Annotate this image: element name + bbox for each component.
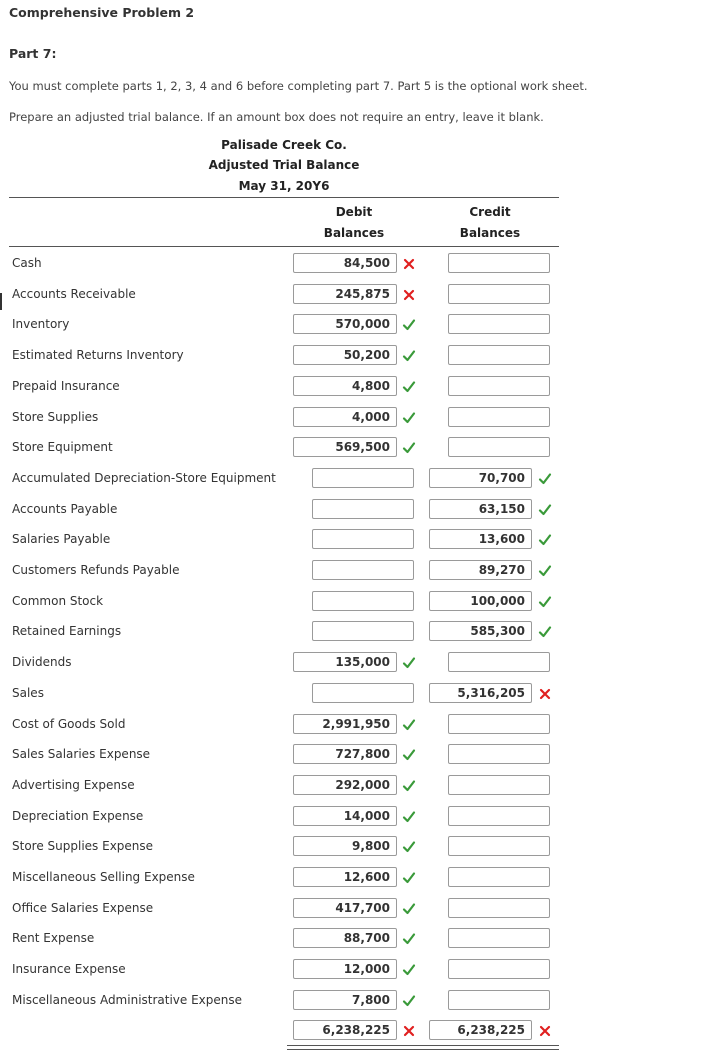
account-name: Accounts Payable: [12, 502, 118, 516]
debit-amount-input[interactable]: [293, 714, 397, 734]
correct-check-icon: [402, 993, 416, 1007]
credit-amount-input[interactable]: [429, 621, 532, 641]
account-name: Sales Salaries Expense: [12, 747, 151, 761]
account-name: Estimated Returns Inventory: [12, 348, 184, 362]
credit-amount-input[interactable]: [448, 775, 550, 795]
totals-double-rule: [287, 1045, 559, 1050]
company-name: Palisade Creek Co.: [221, 138, 347, 152]
account-name: Insurance Expense: [12, 962, 126, 976]
correct-check-icon: [402, 717, 416, 731]
part-heading: Part 7:: [9, 46, 57, 61]
correct-check-icon: [402, 655, 416, 669]
credit-amount-input[interactable]: [429, 591, 532, 611]
credit-amount-input[interactable]: [448, 376, 550, 396]
total-debit-input[interactable]: [293, 1020, 397, 1040]
account-name: Inventory: [12, 317, 70, 331]
correct-check-icon: [402, 931, 416, 945]
account-name: Cash: [12, 256, 42, 270]
account-name: Prepaid Insurance: [12, 379, 120, 393]
credit-amount-input[interactable]: [448, 714, 550, 734]
incorrect-x-icon: [402, 1023, 416, 1037]
correct-check-icon: [402, 809, 416, 823]
credit-amount-input[interactable]: [429, 499, 532, 519]
credit-amount-input[interactable]: [429, 560, 532, 580]
header-bottom-rule: [9, 246, 559, 247]
credit-amount-input[interactable]: [448, 928, 550, 948]
debit-amount-input[interactable]: [293, 806, 397, 826]
debit-amount-input[interactable]: [312, 560, 414, 580]
debit-amount-input[interactable]: [293, 898, 397, 918]
incorrect-x-icon: [402, 287, 416, 301]
instruction-task: Prepare an adjusted trial balance. If an amount box does not require an entry, leave it blank.: [9, 110, 544, 124]
correct-check-icon: [402, 410, 416, 424]
debit-amount-input[interactable]: [312, 683, 414, 703]
debit-amount-input[interactable]: [293, 775, 397, 795]
credit-column-subheader: Balances: [459, 226, 521, 240]
credit-amount-input[interactable]: [448, 867, 550, 887]
debit-amount-input[interactable]: [293, 652, 397, 672]
credit-column-header: Credit: [469, 205, 511, 219]
correct-check-icon: [402, 839, 416, 853]
statement-date: May 31, 20Y6: [238, 179, 330, 193]
debit-amount-input[interactable]: [293, 744, 397, 764]
account-name: Store Supplies: [12, 410, 99, 424]
debit-amount-input[interactable]: [312, 529, 414, 549]
credit-amount-input[interactable]: [429, 529, 532, 549]
debit-amount-input[interactable]: [293, 345, 397, 365]
debit-amount-input[interactable]: [312, 621, 414, 641]
debit-amount-input[interactable]: [293, 867, 397, 887]
credit-amount-input[interactable]: [448, 407, 550, 427]
account-name: Sales: [12, 686, 44, 700]
account-name: Accumulated Depreciation-Store Equipment: [12, 471, 276, 485]
incorrect-x-icon: [402, 256, 416, 270]
account-name: Retained Earnings: [12, 624, 122, 638]
correct-check-icon: [402, 379, 416, 393]
correct-check-icon: [538, 532, 552, 546]
left-edge-marker: [0, 293, 2, 310]
debit-amount-input[interactable]: [293, 314, 397, 334]
correct-check-icon: [402, 747, 416, 761]
credit-amount-input[interactable]: [429, 683, 532, 703]
account-name: Store Supplies Expense: [12, 839, 154, 853]
credit-amount-input[interactable]: [448, 898, 550, 918]
credit-amount-input[interactable]: [448, 990, 550, 1010]
account-name: Miscellaneous Selling Expense: [12, 870, 195, 884]
debit-amount-input[interactable]: [293, 407, 397, 427]
credit-amount-input[interactable]: [448, 253, 550, 273]
correct-check-icon: [402, 317, 416, 331]
correct-check-icon: [538, 563, 552, 577]
account-name: Miscellaneous Administrative Expense: [12, 993, 243, 1007]
correct-check-icon: [402, 901, 416, 915]
instruction-prerequisite: You must complete parts 1, 2, 3, 4 and 6 before completing part 7. Part 5 is the optional work sheet.: [9, 79, 588, 93]
correct-check-icon: [538, 594, 552, 608]
debit-amount-input[interactable]: [293, 959, 397, 979]
correct-check-icon: [402, 870, 416, 884]
debit-amount-input[interactable]: [293, 990, 397, 1010]
account-name: Dividends: [12, 655, 72, 669]
account-name: Customers Refunds Payable: [12, 563, 180, 577]
credit-amount-input[interactable]: [448, 437, 550, 457]
credit-amount-input[interactable]: [448, 836, 550, 856]
account-name: Accounts Receivable: [12, 287, 136, 301]
correct-check-icon: [538, 624, 552, 638]
credit-amount-input[interactable]: [448, 744, 550, 764]
debit-amount-input[interactable]: [293, 836, 397, 856]
problem-title: Comprehensive Problem 2: [9, 5, 195, 20]
account-name: Common Stock: [12, 594, 104, 608]
correct-check-icon: [402, 962, 416, 976]
debit-amount-input[interactable]: [293, 376, 397, 396]
debit-amount-input[interactable]: [312, 591, 414, 611]
account-name: Cost of Goods Sold: [12, 717, 126, 731]
credit-amount-input[interactable]: [448, 314, 550, 334]
account-name: Store Equipment: [12, 440, 113, 454]
debit-amount-input[interactable]: [293, 253, 397, 273]
incorrect-x-icon: [538, 686, 552, 700]
account-name: Advertising Expense: [12, 778, 135, 792]
credit-amount-input[interactable]: [448, 806, 550, 826]
account-name: Office Salaries Expense: [12, 901, 154, 915]
header-top-rule: [9, 197, 559, 198]
credit-amount-input[interactable]: [448, 959, 550, 979]
debit-amount-input[interactable]: [293, 284, 397, 304]
credit-amount-input[interactable]: [429, 468, 532, 488]
debit-amount-input[interactable]: [293, 437, 397, 457]
debit-amount-input[interactable]: [312, 468, 414, 488]
incorrect-x-icon: [538, 1023, 552, 1037]
correct-check-icon: [402, 348, 416, 362]
account-name: Depreciation Expense: [12, 809, 144, 823]
total-credit-input[interactable]: [429, 1020, 532, 1040]
debit-column-header: Debit: [335, 205, 373, 219]
statement-name: Adjusted Trial Balance: [208, 158, 360, 172]
correct-check-icon: [538, 471, 552, 485]
debit-amount-input[interactable]: [312, 499, 414, 519]
correct-check-icon: [402, 778, 416, 792]
debit-amount-input[interactable]: [293, 928, 397, 948]
correct-check-icon: [538, 502, 552, 516]
account-name: Salaries Payable: [12, 532, 111, 546]
credit-amount-input[interactable]: [448, 284, 550, 304]
debit-column-subheader: Balances: [323, 226, 385, 240]
credit-amount-input[interactable]: [448, 652, 550, 672]
correct-check-icon: [402, 440, 416, 454]
account-name: Rent Expense: [12, 931, 95, 945]
credit-amount-input[interactable]: [448, 345, 550, 365]
